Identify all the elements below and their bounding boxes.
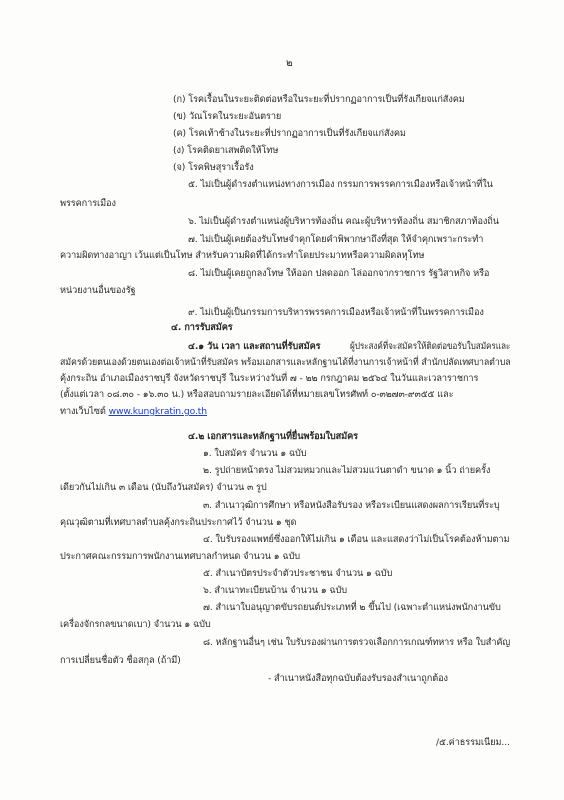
page-number: ๒ — [286, 58, 293, 69]
text-line: หน่วยงานอื่นของรัฐ — [60, 285, 136, 296]
text-line: ๒. รูปถ่ายหน้าตรง ไม่สวมหมวกและไม่สวมแว่นตาดำ ขนาด ๑ นิ้ว ถ่ายครั้ง — [203, 465, 491, 476]
text-line: (ตั้งแต่เวลา ๐๘.๓๐ - ๑๖.๓๐ น.) หรือสอบถามรายละเอียดได้ที่หมายเลขโทรศัพท์ ๐-๓๒๗๓-๙๓๕๕ และ — [60, 389, 454, 400]
text-line: ๖. สำเนาทะเบียนบ้าน จำนวน ๑ ฉบับ — [203, 585, 347, 596]
text-line: ความผิดทางอาญา เว้นแต่เป็นโทษ สำหรับความผิดที่ได้กระทำโดยประมาทหรือความผิดลหุโทษ — [60, 250, 425, 261]
text-line: (ค) โรคเท้าช้างในระยะที่ปรากฏอาการเป็นที่รังเกียจแก่สังคม — [173, 128, 406, 139]
text-line: ๘. หลักฐานอื่นๆ เช่น ใบรับรองผ่านการตรวจเลือกการเกณฑ์ทหาร หรือ ใบสำคัญ — [203, 637, 511, 648]
text-line: ๓. สำเนาวุฒิการศึกษา หรือหนังสือรับรอง หรือระเบียนแสดงผลการเรียนที่ระบุ — [203, 500, 500, 511]
text-line: เครื่องจักรกลขนาดเบา) จำนวน ๑ ฉบับ — [60, 619, 211, 630]
section-heading: ๔. การรับสมัคร — [171, 322, 233, 333]
text-line: ๘. ไม่เป็นผู้เคยถูกลงโทษ ให้ออก ปลดออก ไล่ออกจากราชการ รัฐวิสาหกิจ หรือ — [188, 268, 490, 279]
text-line: (ง) โรคติดยาเสพติดให้โทษ — [173, 145, 279, 156]
text-line: เดียวกันไม่เกิน ๓ เดือน (นับถึงวันสมัคร) จำนวน ๓ รูป — [60, 482, 267, 493]
text-line: การเปลี่ยนชื่อตัว ชื่อสกุล (ถ้ามี) — [60, 655, 181, 666]
text-line: ๗. สำเนาใบอนุญาตขับรถยนต์ประเภทที่ ๒ ขึ้นไป (เฉพาะตำแหน่งพนักงานขับ — [203, 602, 501, 613]
text-line: ๖. ไม่เป็นผู้ดำรงตำแหน่งผู้บริหารท้องถิ่น คณะผู้บริหารท้องถิ่น สมาชิกสภาท้องถิ่น — [188, 216, 499, 227]
text-line: ๕. สำเนาบัตรประจำตัวประชาชน จำนวน ๑ ฉบับ — [203, 568, 393, 579]
text-line: ประกาศคณะกรรมการพนักงานเทศบาลกำหนด จำนวน ๑ ฉบับ — [60, 551, 300, 562]
text-line: คุ้งกระถิน อำเภอเมืองราชบุรี จังหวัดราชบุรี ในระหว่างวันที่ ๗ - ๒๒ กรกฎาคม ๒๕๖๔ ในวันและเวลาราชการ — [60, 373, 479, 384]
text-line-with-link — [60, 406, 207, 418]
continuation-note: /๕.ค่าธรรมเนียม... — [436, 737, 510, 748]
text-line: ๔. ใบรับรองแพทย์ซึ่งออกให้ไม่เกิน ๑ เดือน และแสดงว่าไม่เป็นโรคต้องห้ามตาม — [203, 534, 510, 545]
subsection-heading: ๔.๑ วัน เวลา และสถานที่รับสมัคร — [188, 341, 321, 352]
text-line: สมัครด้วยตนเองด้วยตนเองต่อเจ้าหน้าที่รับสมัคร พร้อมเอกสารและหลักฐานได้ที่งานการเจ้าหน้าที่ สำนักปลัดเทศบาลตำบล — [60, 357, 511, 368]
text-line: (จ) โรคพิษสุราเรื้อรัง — [173, 162, 254, 173]
text-line: - สำเนาหนังสือทุกฉบับต้องรับรองสำเนาถูกต้อง — [268, 673, 448, 684]
text-line: (ข) วัณโรคในระยะอันตราย — [173, 111, 282, 122]
text-line: พรรคการเมือง — [60, 198, 116, 209]
website-link[interactable]: www.kungkratin.go.th — [108, 406, 207, 417]
text-line: ๗. ไม่เป็นผู้เคยต้องรับโทษจำคุกโดยคำพิพากษาถึงที่สุด ให้จำคุกเพราะกระทำ — [188, 234, 484, 245]
text-line: คุณวุฒิตามที่เทศบาลตำบลคุ้งกระถินประกาศไว้ จำนวน ๑ ชุด — [60, 517, 297, 528]
text-line: ๕. ไม่เป็นผู้ดำรงตำแหน่งทางการเมือง กรรมการพรรคการเมืองหรือเจ้าหน้าที่ใน — [188, 179, 493, 190]
text-line: ๙. ไม่เป็นผู้เป็นกรรมการบริหารพรรคการเมืองหรือเจ้าหน้าที่ในพรรคการเมือง — [188, 307, 484, 318]
text-fragment: ทางเว็บไซต์ — [60, 406, 106, 417]
subsection-heading: ๔.๒ เอกสารและหลักฐานที่ยื่นพร้อมใบสมัคร — [188, 431, 359, 442]
text-line: ๑. ใบสมัคร จำนวน ๑ ฉบับ — [203, 448, 307, 459]
text-line: ผู้ประสงค์ที่จะสมัครให้ติดต่อขอรับใบสมัครและ — [350, 341, 511, 352]
text-line: (ก) โรคเรื้อนในระยะติดต่อหรือในระยะที่ปรากฏอาการเป็นที่รังเกียจแก่สังคม — [173, 94, 465, 105]
